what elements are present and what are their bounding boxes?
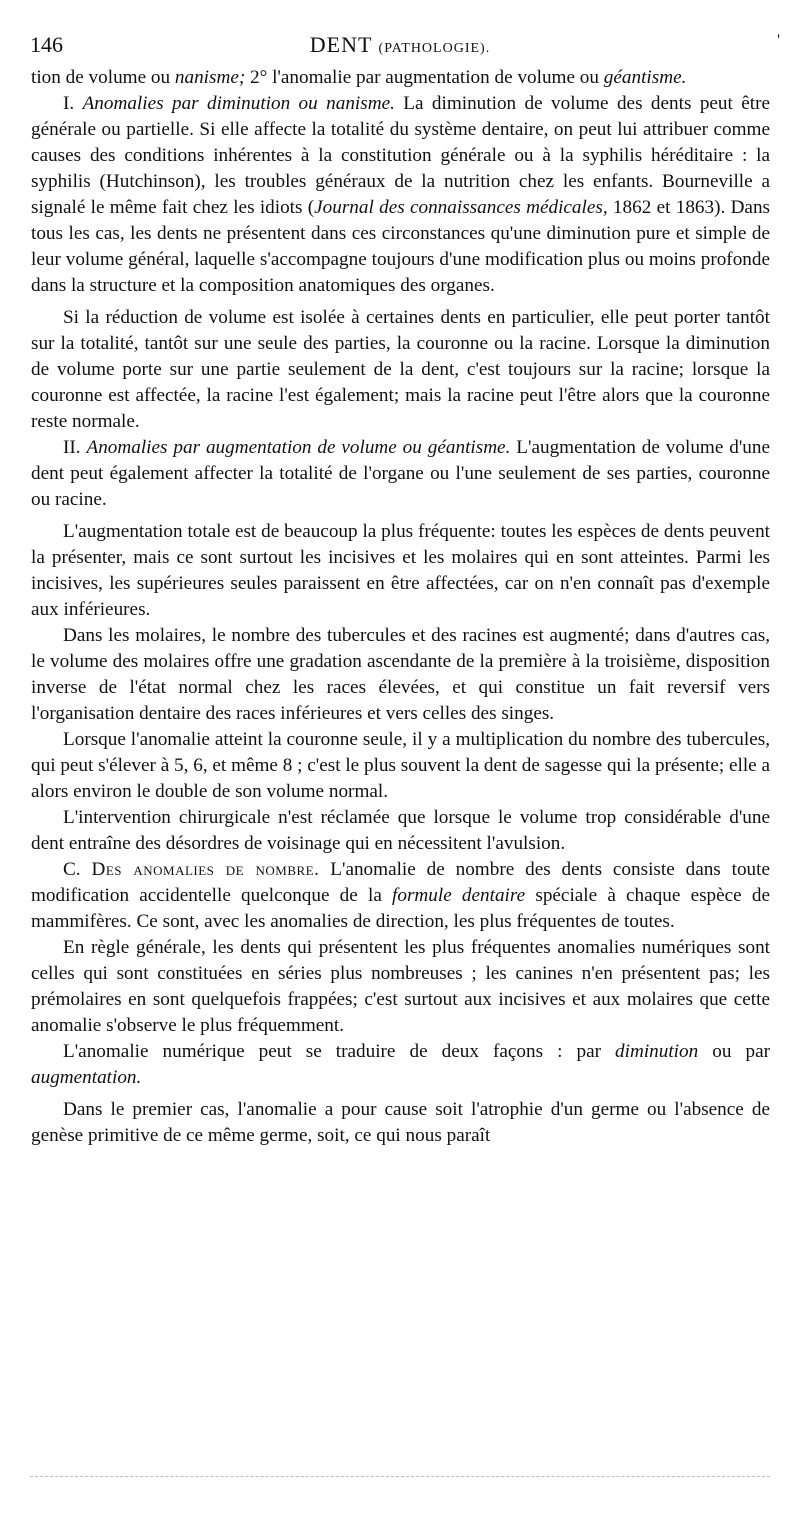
text-run: La diminution de volume des dents peut être générale ou partielle. Si elle affecte la totalité du système dentaire, on peut lui attribuer comme causes des conditions inhérentes à la constitution générale ou à la syphilis héréditaire : la syphilis (Hutchinson), les troubles généraux de la nutrition chez les enfants. Bourneville a signalé le même fait chez les idiots ( — [31, 93, 770, 218]
text-run: tion de volume ou — [31, 67, 175, 88]
paragraph-9: En règle générale, les dents qui présentent les plus fréquentes anomalies numériques sont celles qui sont constituées en séries plus nombreuses ; les canines n'en présentent pas; les prémolaires en sont quelquefois frappées; c'est surtout aux incisives et aux molaires que cette anomalie s'observe le plus fréquemment. — [31, 937, 770, 1036]
section-letter: C. — [63, 859, 92, 880]
italic-run: géantisme. — [603, 67, 687, 88]
paragraph-2: Si la réduction de volume est isolée à certaines dents en particulier, elle peut porter tantôt sur la totalité, tantôt sur une seule des parties, la couronne ou la racine. Lorsque la diminution de volume porte sur une partie seulement de la dent, c'est toujours sur la racine; lorsque la couronne est affectée, la racine l'est également; mais la racine peut l'être alors que la couronne reste normale. — [31, 307, 770, 432]
running-title-sub: (PATHOLOGIE). — [378, 41, 491, 56]
paragraph-3 — [31, 435, 770, 513]
italic-run: diminution — [615, 1041, 699, 1062]
paragraph-11: Dans le premier cas, l'anomalie a pour cause soit l'atrophie d'un germe ou l'absence de genèse primitive de ce même germe, soit, ce qui nous paraît — [31, 1099, 770, 1146]
paragraph-5: Dans les molaires, le nombre des tubercules et des racines est augmenté; dans d'autres cas, le volume des molaires offre une gradation ascendante de la première à la troisième, disposition inverse de l'état normal chez les races élevées, et qui constitue un fait reversif vers l'organisation dentaire des races inférieures et vers celles des singes. — [31, 625, 770, 724]
section-heading: Des anomalies de nombre. — [91, 859, 320, 880]
text-run: 2° l'anomalie par augmentation de volume ou — [245, 67, 604, 88]
paragraph-7: L'intervention chirurgicale n'est réclamée que lorsque le volume trop considérable d'une dent entraîne des désordres de voisinage qui en nécessitent l'avulsion. — [31, 807, 770, 854]
running-title-main: DENT — [309, 32, 373, 57]
running-title — [30, 30, 770, 64]
text-run: L'anomalie numérique peut se traduire de deux façons : par — [63, 1041, 616, 1062]
text-run: ou par — [698, 1041, 770, 1062]
text-run: L'anomalie de nombre des dents consiste dans toute modification accidentelle quelconque de la — [31, 859, 770, 906]
text-run: spéciale à chaque espèce de mammifères. Ce sont, avec les anomalies de direction, les plus fréquentes de toutes. — [31, 885, 770, 932]
section-heading: Anomalies par augmentation de volume ou géantisme. — [86, 437, 511, 458]
paragraph-8 — [31, 857, 770, 935]
text-run: 1862 et 1863). Dans tous les cas, les dents ne présentent dans ces circonstances qu'une diminution pure et simple de leur volume général, laquelle s'accompagne toujours d'une modification plus ou moins profonde dans la structure et la composition anatomiques des organes. — [31, 197, 771, 296]
italic-run: nanisme; — [174, 67, 246, 88]
section-number: I. — [63, 93, 83, 114]
italic-run: formule dentaire — [392, 885, 526, 906]
italic-run: augmentation. — [31, 1067, 142, 1088]
corner-mark: ' — [777, 32, 780, 49]
body-text — [31, 65, 770, 1149]
paragraph-10 — [31, 1039, 770, 1091]
section-number: II. — [63, 437, 87, 458]
paragraph-4: L'augmentation totale est de beaucoup la plus fréquente: toutes les espèces de dents peuvent la présenter, mais ce sont surtout les incisives et les molaires qui en sont atteintes. Parmi les incisives, les supérieures seules paraissent en être affectées, car on n'en connaît pas d'exemple aux inférieures. — [31, 521, 770, 620]
bleed-through-line — [30, 1476, 770, 1478]
section-heading: Anomalies par diminution ou nanisme. — [82, 93, 395, 114]
page-number: 146 — [30, 32, 63, 57]
citation-title: Journal des connaissances médicales, — [314, 197, 608, 218]
paragraph-1 — [31, 91, 770, 299]
paragraph-6: Lorsque l'anomalie atteint la couronne seule, il y a multiplication du nombre des tubercules, qui peut s'élever à 5, 6, et même 8 ; c'est le plus souvent la dent de sagesse qui la présente; elle a alors environ le double de son volume normal. — [31, 729, 770, 802]
running-header — [30, 30, 780, 60]
paragraph-0 — [31, 65, 770, 91]
text-run: L'augmentation de volume d'une dent peut également affecter la totalité de l'organe ou l'une seulement de ses parties, couronne ou racine. — [31, 437, 771, 510]
